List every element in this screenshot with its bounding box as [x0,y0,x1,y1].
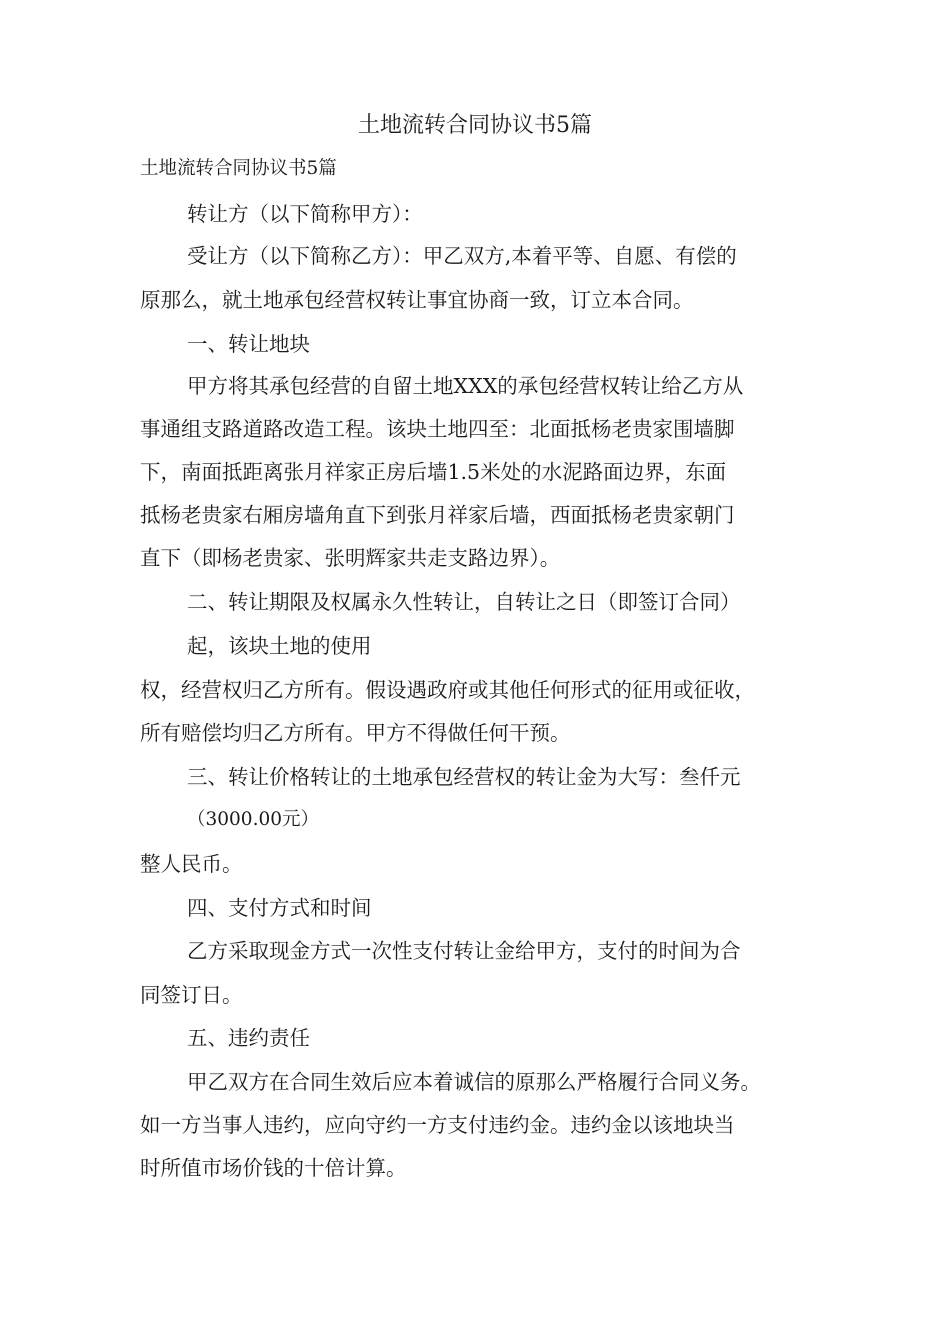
paragraph-line: 下，南面抵距离张月祥家正房后墙1.5米处的水泥路面边界，东面 [140,460,727,484]
section-heading: 五、违约责任 [187,1026,310,1050]
paragraph-line: 直下（即杨老贵家、张明辉家共走支路边界）。 [140,546,561,570]
document-title: 土地流转合同协议书5篇 [358,113,592,138]
paragraph-line: 转让方（以下简称甲方）： [187,202,423,226]
document-subtitle: 土地流转合同协议书5篇 [140,158,337,179]
paragraph-line: （3000.00元） [187,809,320,830]
paragraph-line: 事通组支路道路改造工程。该块土地四至：北面抵杨老贵家围墙脚 [140,417,735,441]
paragraph-line: 整人民币。 [140,852,243,876]
section-heading: 三、转让价格转让的土地承包经营权的转让金为大写：叁仟元 [187,765,741,789]
paragraph-line: 权，经营权归乙方所有。假设遇政府或其他任何形式的征用或征收， [140,678,755,702]
paragraph-line: 原那么，就土地承包经营权转让事宜协商一致，订立本合同。 [140,288,694,312]
paragraph-line: 所有赔偿均归乙方所有。甲方不得做任何干预。 [140,721,571,745]
paragraph-line: 起，该块土地的使用 [187,634,372,658]
paragraph-line: 时所值市场价钱的十倍计算。 [140,1156,407,1180]
paragraph-line: 抵杨老贵家右厢房墙角直下到张月祥家后墙，西面抵杨老贵家朝门 [140,503,735,527]
section-heading: 四、支付方式和时间 [187,896,372,920]
paragraph-line: 甲方将其承包经营的自留土地XXX的承包经营权转让给乙方从 [187,374,744,398]
paragraph-line: 受让方（以下简称乙方）：甲乙双方,本着平等、自愿、有偿的 [187,244,737,268]
paragraph-line: 同签订日。 [140,983,243,1007]
paragraph-line: 乙方采取现金方式一次性支付转让金给甲方，支付的时间为合 [187,939,741,963]
paragraph-line: 甲乙双方在合同生效后应本着诚信的原那么严格履行合同义务。 [187,1070,761,1094]
section-heading: 二、转让期限及权属永久性转让，自转让之日（即签订合同） [187,590,741,614]
section-heading: 一、转让地块 [187,332,310,356]
paragraph-line: 如一方当事人违约，应向守约一方支付违约金。违约金以该地块当 [140,1113,735,1137]
